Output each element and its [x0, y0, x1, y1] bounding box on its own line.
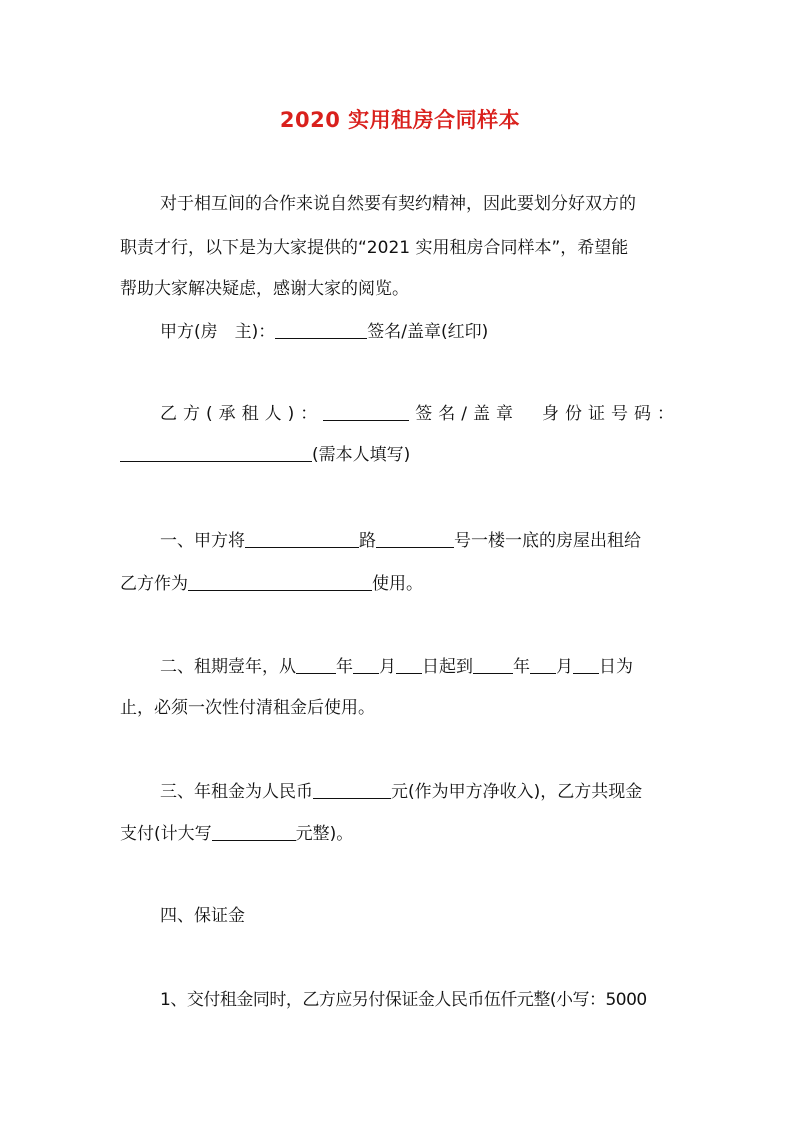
clause-1-text-c: 号一楼一底的房屋出租给 [454, 531, 641, 551]
document-title: 2020 实用租房合同样本 [279, 108, 521, 132]
clause-3-text-c: 支付(计大写 [120, 824, 212, 844]
party-b-id-blank[interactable] [120, 443, 312, 462]
clause-3-text-d: 元整)。 [295, 824, 354, 844]
clause-2-year-1: 年 [336, 657, 353, 677]
party-a-line [160, 320, 685, 344]
clause-3-amount-blank[interactable] [313, 780, 391, 799]
party-b-id-note: (需本人填写) [312, 445, 411, 465]
clause-2-start-month-blank[interactable] [353, 655, 379, 674]
clause-4-title: 四、保证金 [160, 906, 245, 926]
clause-1-text-e: 使用。 [372, 574, 423, 594]
party-b-label: 乙方(承租人)： [160, 404, 324, 424]
clause-2-end-month-blank[interactable] [530, 655, 556, 674]
clause-1-text-b: 路 [359, 531, 376, 551]
party-b-sign-id: 签名/盖章 身份证号码： [415, 404, 680, 424]
clause-3-line-1 [160, 780, 685, 804]
party-a-sign: 签名/盖章(红印) [367, 322, 489, 342]
clause-2-text-end: 日为 [599, 657, 633, 677]
clause-2-text-a: 二、租期壹年，从 [160, 657, 296, 677]
intro-line-3: 帮助大家解决疑虑，感谢大家的阅览。 [120, 279, 409, 299]
clause-3-capital-blank[interactable] [212, 822, 296, 841]
clause-3-text-b: 元(作为甲方净收入)，乙方共现金 [391, 782, 643, 802]
clause-1-use-blank[interactable] [188, 572, 372, 591]
clause-4-item-1: 1、交付租金同时，乙方应另付保证金人民币伍仟元整(小写：5000 [160, 990, 647, 1010]
clause-2-month-1: 月 [379, 657, 396, 677]
intro-line-1: 对于相互间的合作来说自然要有契约精神，因此要划分好双方的 [160, 194, 636, 214]
clause-1-line-2 [120, 572, 685, 596]
clause-3-text-a: 三、年租金为人民币 [160, 782, 313, 802]
intro-line-2: 职责才行，以下是为大家提供的“2021 实用租房合同样本”，希望能 [120, 238, 629, 258]
party-a-label: 甲方(房 主)： [160, 322, 276, 342]
party-a-blank[interactable] [275, 320, 367, 339]
clause-2-text-to: 日起到 [422, 657, 473, 677]
clause-2-end-year-blank[interactable] [473, 655, 513, 674]
clause-1-road-blank[interactable] [245, 529, 359, 548]
clause-2-line-1 [160, 655, 685, 679]
clause-2-month-2: 月 [556, 657, 573, 677]
clause-2-year-2: 年 [513, 657, 530, 677]
party-b-id-line [120, 443, 685, 467]
party-b-line [160, 402, 685, 426]
clause-2-start-year-blank[interactable] [296, 655, 336, 674]
clause-3-line-2 [120, 822, 685, 846]
clause-1-text-d: 乙方作为 [120, 574, 188, 594]
clause-2-start-day-blank[interactable] [396, 655, 422, 674]
clause-2-line-2: 止，必须一次性付清租金后使用。 [120, 698, 375, 718]
clause-1-line-1 [160, 529, 685, 553]
clause-1-text-a: 一、甲方将 [160, 531, 245, 551]
party-b-blank[interactable] [323, 402, 409, 421]
clause-2-end-day-blank[interactable] [573, 655, 599, 674]
clause-1-number-blank[interactable] [376, 529, 454, 548]
